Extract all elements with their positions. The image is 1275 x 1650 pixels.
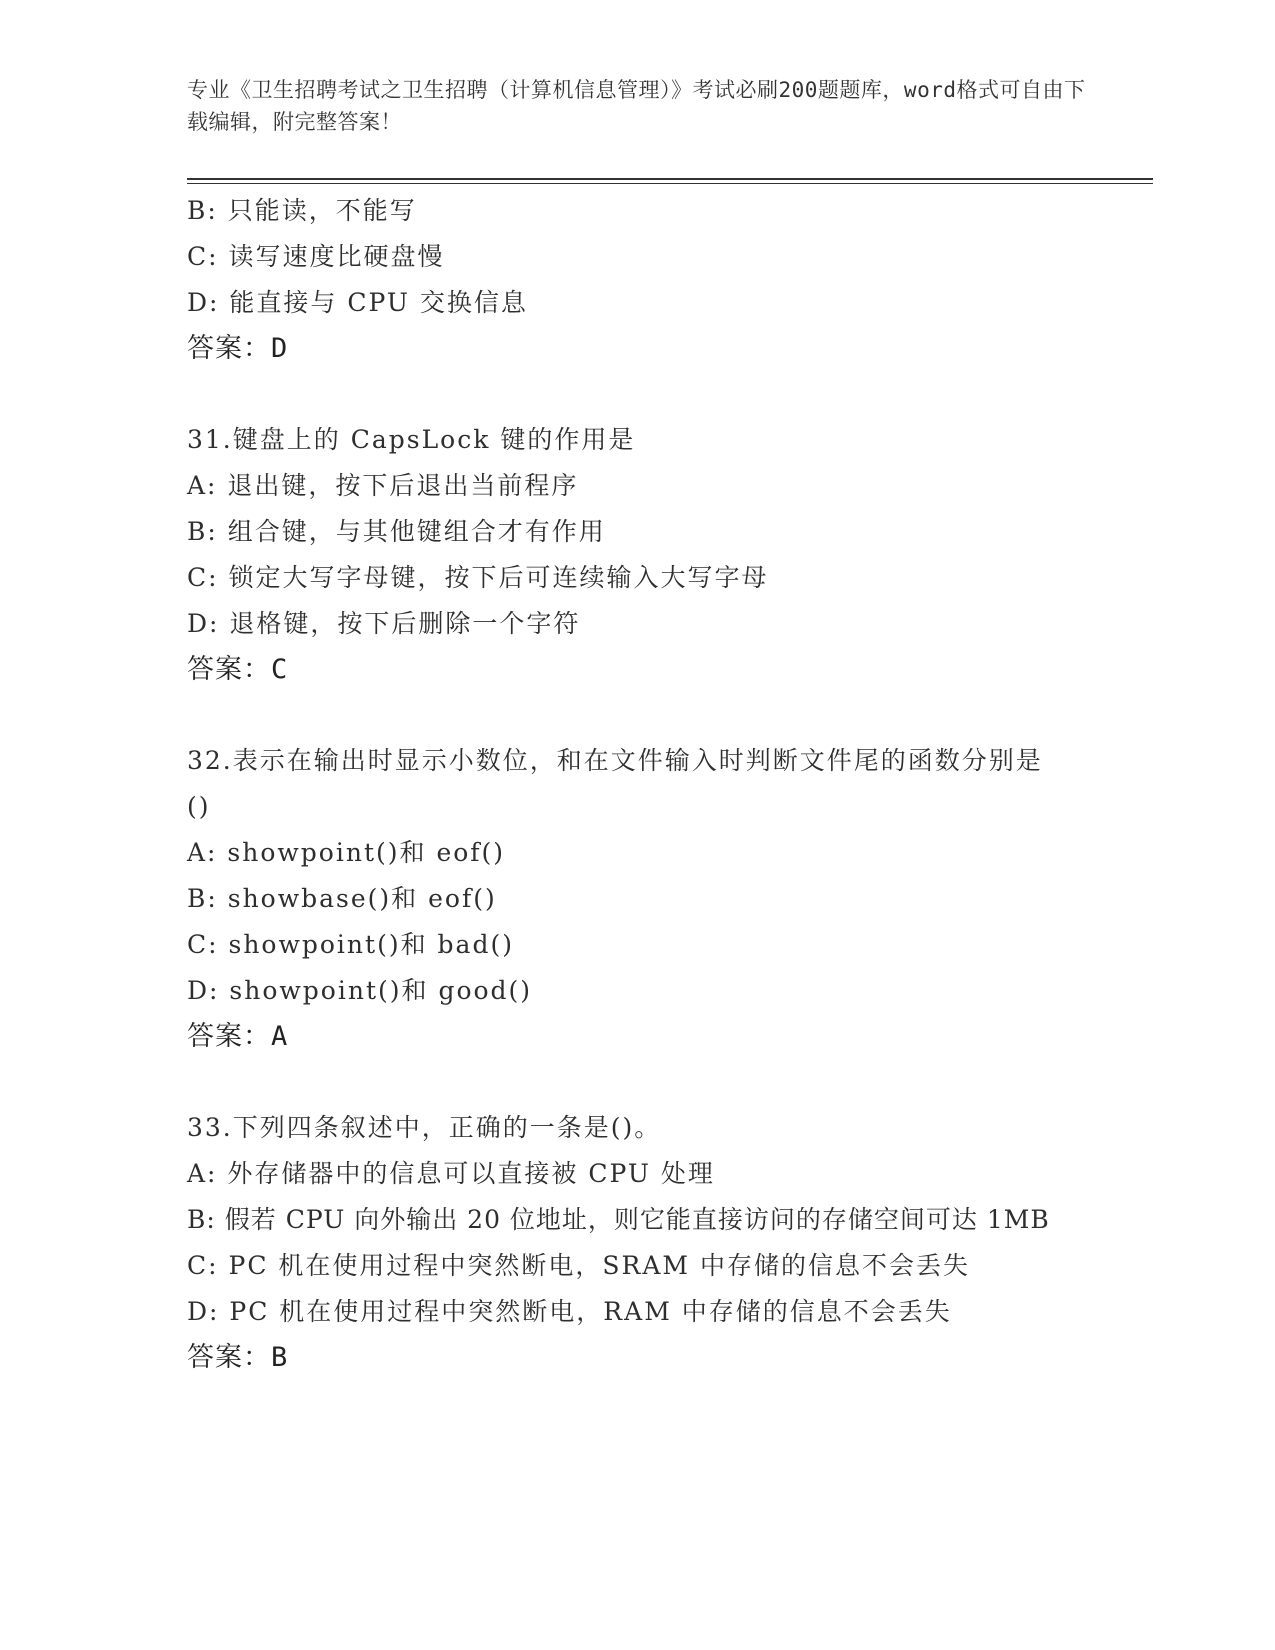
option-a: A: 退出键，按下后退出当前程序 [187, 471, 579, 500]
spacer [187, 693, 1087, 738]
spacer [187, 1060, 1087, 1105]
option-c: C: PC 机在使用过程中突然断电，SRAM 中存储的信息不会丢失 [187, 1251, 970, 1280]
prev-question-block [187, 188, 1087, 372]
option-d: D: showpoint()和 good() [187, 976, 533, 1005]
option-b: B: 只能读，不能写 [187, 196, 417, 225]
question-content [187, 188, 1087, 1381]
question-31 [187, 417, 1087, 693]
option-a: A: showpoint()和 eof() [187, 838, 506, 867]
option-b: B: 假若 CPU 向外输出 20 位地址，则它能直接访问的存储空间可达 1MB [187, 1205, 1050, 1234]
question-stem: 31.键盘上的 CapsLock 键的作用是 [187, 425, 636, 454]
option-c: C: 读写速度比硬盘慢 [187, 242, 445, 271]
spacer [187, 372, 1087, 417]
option-c: C: showpoint()和 bad() [187, 930, 514, 959]
option-d: D: 能直接与 CPU 交换信息 [187, 288, 528, 317]
header-divider [187, 178, 1153, 180]
answer-line: 答案：B [187, 1342, 289, 1373]
question-stem: 33.下列四条叙述中，正确的一条是()。 [187, 1113, 662, 1142]
option-c: C: 锁定大写字母键，按下后可连续输入大写字母 [187, 563, 769, 592]
option-b: B: 组合键，与其他键组合才有作用 [187, 517, 606, 546]
answer-line: 答案：D [187, 333, 289, 364]
document-header: 专业《卫生招聘考试之卫生招聘（计算机信息管理）》考试必刷200题题库，word格式可自由下载编辑，附完整答案！ [187, 78, 1086, 134]
question-stem: 32.表示在输出时显示小数位，和在文件输入时判断文件尾的函数分别是() [187, 746, 1043, 821]
option-d: D: 退格键，按下后删除一个字符 [187, 609, 581, 638]
option-a: A: 外存储器中的信息可以直接被 CPU 处理 [187, 1159, 715, 1188]
header-divider-thin [187, 183, 1153, 184]
answer-line: 答案：A [187, 1021, 289, 1052]
answer-line: 答案：C [187, 654, 289, 685]
option-d: D: PC 机在使用过程中突然断电，RAM 中存储的信息不会丢失 [187, 1297, 952, 1326]
question-33 [187, 1105, 1087, 1381]
option-b: B: showbase()和 eof() [187, 884, 497, 913]
question-32 [187, 738, 1087, 1060]
